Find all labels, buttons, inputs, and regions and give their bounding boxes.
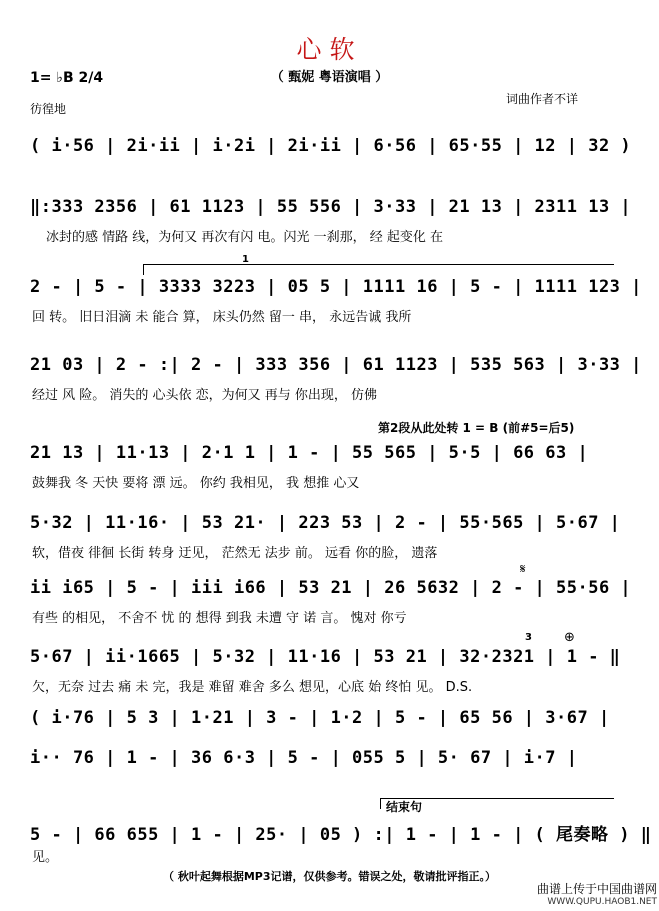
notation-line: i·· 76 | 1 - | 36 6·3 | 5 - | 055 5 | 5· 67 | i·7 |: [30, 748, 578, 768]
notation-line: 21 13 | 11·13 | 2·1 1 | 1 - | 55 565 | 5·5 | 66 63 |: [30, 443, 589, 463]
notation-line: 5 - | 66 655 | 1 - | 25· | 05 ) :| 1 - | 1 - | ( 尾奏略 ) ‖: [30, 825, 652, 845]
site-watermark: [537, 880, 657, 907]
page-title: 心软: [296, 35, 363, 64]
score-row: [0, 708, 659, 738]
coda-sign: ⊕: [564, 630, 575, 645]
key-change-note: 第2段从此处转 1 = B (前#5=后5): [378, 421, 575, 435]
volta-number: 1: [242, 254, 249, 265]
key-signature: 1= ♭B 2/4: [30, 70, 104, 86]
volta-bracket: [143, 264, 614, 275]
watermark-text: 曲谱上传于中国曲谱网: [536, 882, 657, 896]
notation-line: 21 03 | 2 - :| 2 - | 333 356 | 61 1123 | 535 563 | 3·33 |: [30, 355, 642, 375]
watermark-url: WWW.QUPU.HAOB1.NET: [547, 897, 657, 907]
lyric-line: 软，借夜 徘徊 长街 转身 迂见， 茫然无 法步 前。 远看 你的脸， 遗落: [32, 546, 438, 561]
lyric-line: 欠，无奈 过去 痛 未 完，我是 难留 难舍 多么 想见，心底 始 终怕 见。 D.S.: [32, 680, 473, 695]
notation-line: ii i65 | 5 - | iii i66 | 53 21 | 26 5632 | 2 - | 55·56 |: [30, 578, 632, 598]
lyric-line: 回 转。 旧日泪滴 未 能合 算， 床头仍然 留一 串， 永远告诚 我所: [32, 310, 412, 325]
lyric-line: 有些 的相见， 不舍不 忧 的 想得 到我 未遭 守 诺 言。 愧对 你亏: [32, 611, 407, 626]
notation-line: ‖:333 2356 | 61 1123 | 55 556 | 3·33 | 21 13 | 2311 13 |: [30, 197, 632, 217]
notation-line: 5·32 | 11·16· | 53 21· | 223 53 | 2 - | 55·565 | 5·67 |: [30, 513, 621, 533]
tempo-marking: 彷徨地: [30, 102, 67, 116]
lyric-line: 见。: [32, 850, 59, 865]
score-row: [0, 647, 659, 697]
notation-line: 5·67 | ii·1665 | 5·32 | 11·16 | 53 21 | 32·2321 | 1 - ‖: [30, 647, 621, 667]
score-row: [0, 513, 659, 563]
subtitle: （ 甄妮 粤语演唱 ）: [270, 70, 389, 85]
lyric-line: 冰封的感 情路 线，为何又 再次有闪 电。闪光 一刹那， 经 起变化 在: [46, 230, 444, 245]
notation-line: ( i·76 | 5 3 | 1·21 | 3 - | 1·2 | 5 - | 65 56 | 3·67 |: [30, 708, 610, 728]
score-row: [0, 578, 659, 628]
footnote: （ 秋叶起舞根据MP3记谱，仅供参考。错误之处，敬请批评指正。）: [163, 870, 496, 883]
score-row: [0, 355, 659, 405]
ending-label: 结束句: [386, 800, 423, 814]
triplet-mark: 3: [525, 632, 532, 643]
score-row: [0, 136, 659, 166]
score-row: [0, 748, 659, 778]
score-row: [0, 820, 659, 865]
lyric-line: 鼓舞我 冬 天快 要将 漂 远。 你约 我相见， 我 想推 心又: [32, 476, 360, 491]
score-row: [0, 277, 659, 327]
segno-sign: 𝄋: [520, 562, 526, 577]
notation-line: 2 - | 5 - | 3333 3223 | 05 5 | 1111 16 | 5 - | 1111 123 |: [30, 277, 642, 297]
notation-line: ( i·56 | 2i·ii | i·2i | 2i·ii | 6·56 | 65·55 | 12 | 32 ): [30, 136, 632, 156]
credits: 词曲作者不详: [506, 92, 579, 106]
score-row: [0, 197, 659, 247]
score-row: [0, 443, 659, 493]
lyric-line: 经过 风 险。 消失的 心头依 恋，为何又 再与 你出现， 仿佛: [32, 388, 378, 403]
